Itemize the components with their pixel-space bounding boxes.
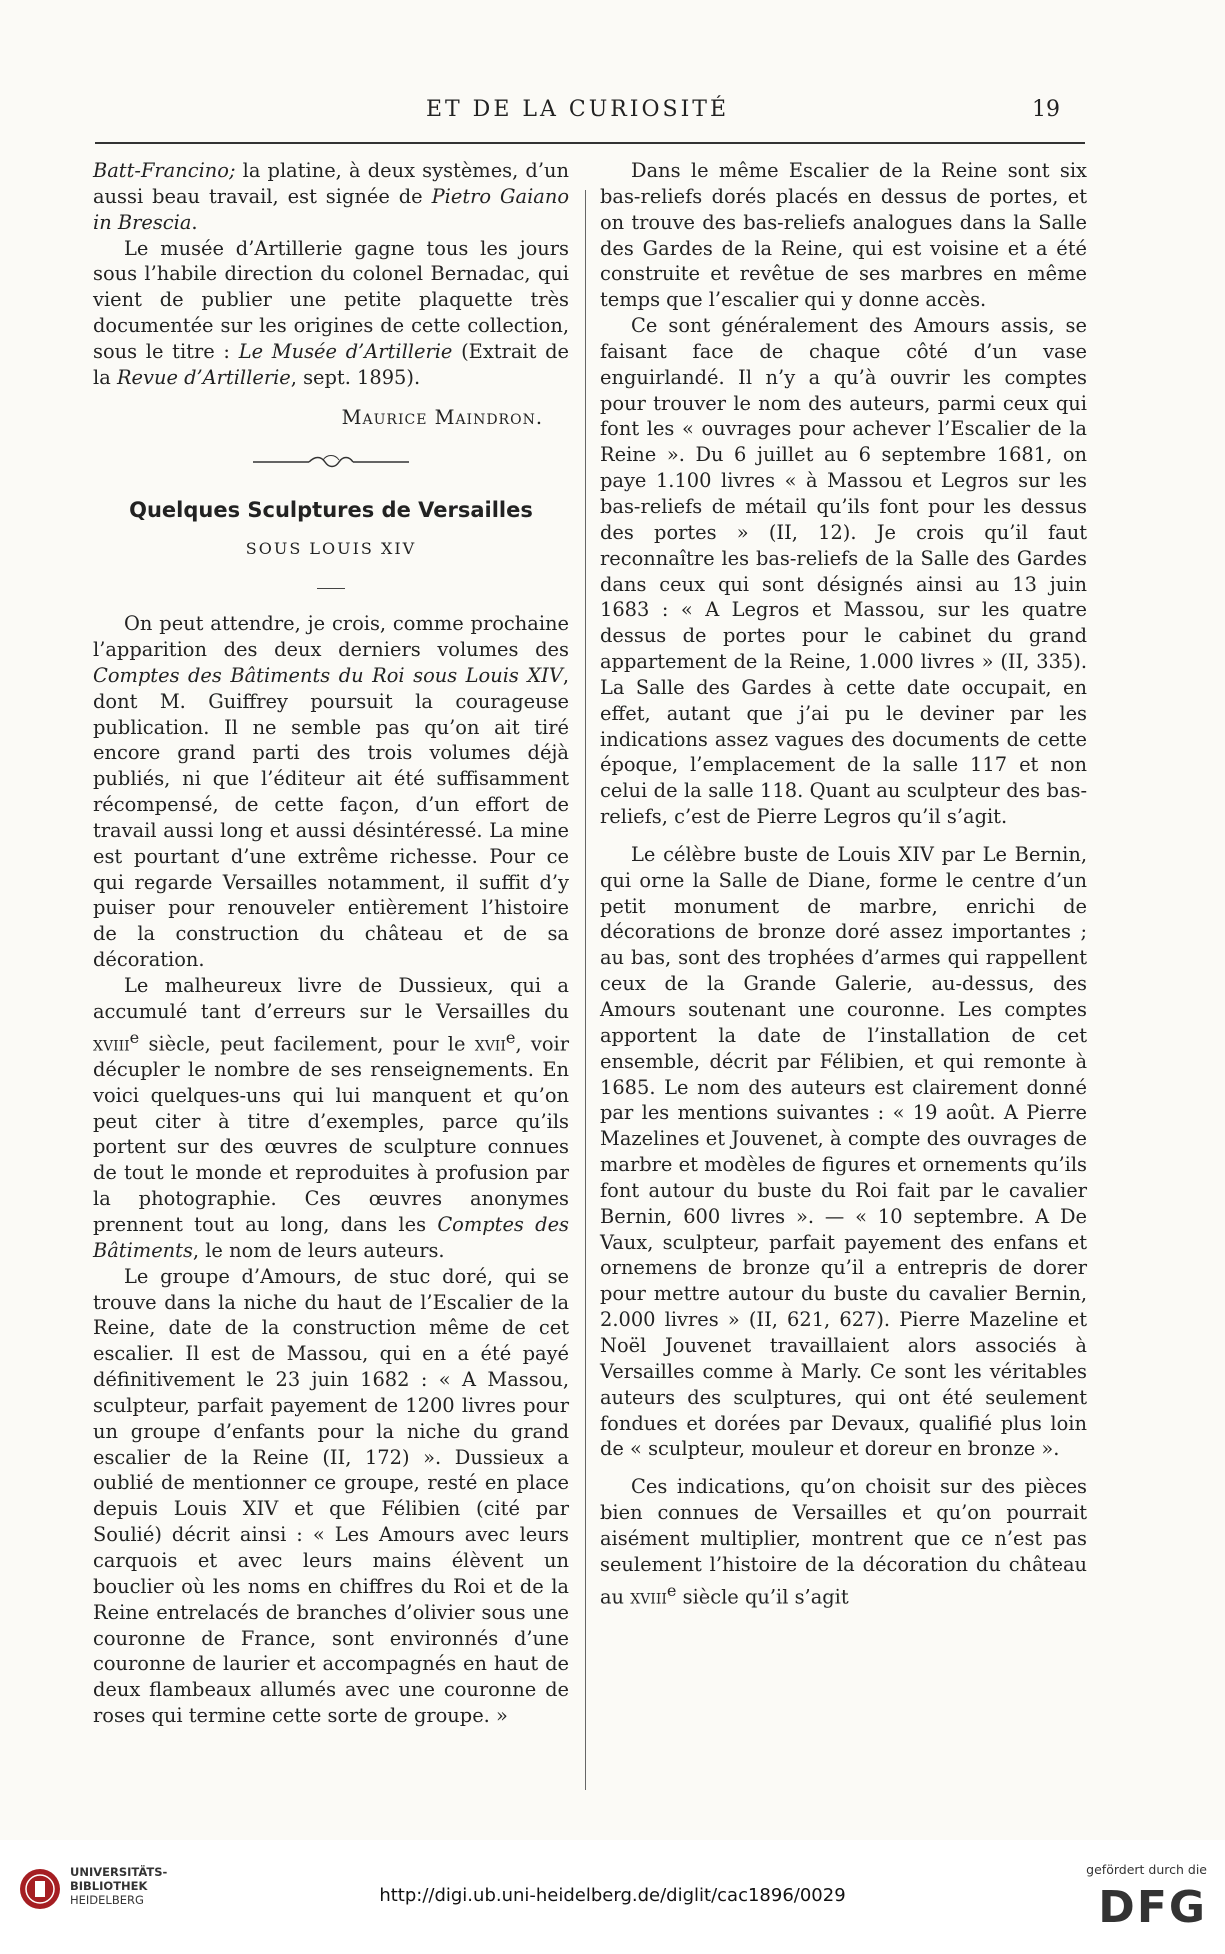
column-divider [585,190,586,1790]
left-column [93,158,569,1729]
paragraph: Batt-Francino; la platine, à deux systèmes, d’un aussi beau travail, est signée de Pietro Gaiano in Brescia. [93,159,569,234]
running-head-title: ET DE LA CURIOSITÉ [425,97,730,122]
section-subtitle: SOUS LOUIS XIV [245,539,417,559]
library-name: UNIVERSITÄTS- BIBLIOTHEK HEIDELBERG [70,1865,168,1907]
header-rule [95,142,1085,144]
running-head [95,97,1060,137]
author-signature: Maurice Maindron. [341,405,543,429]
paragraph: Dans le même Escalier de la Reine sont six bas-reliefs dorés placés en dessus de portes, et on trouve des bas-reliefs analogues dans la Salle des Gardes de la Reine, qui est voisine et a été construite et revêtue de ses marbres en même temps que l’escalier qui y donne accès. [600,159,1087,312]
paragraph: On peut attendre, je crois, comme prochaine l’apparition des deux derniers volumes des Comptes des Bâtiments du Roi sous Louis XIV, dont M. Guiffrey poursuit la courageuse publication. Il ne semble pas qu’on ait tiré encore grand parti des trois volumes déjà publiés, ni que l’éditeur ait été suffisamment récompensé, de cette façon, d’un effort de travail aussi long et aussi désintéressé. La mine est pourtant d’une extrême richesse. Pour ce qui regarde Versailles notamment, il suffit d’y puiser pour renouveler entièrement l’histoire de la construction du château et de sa décoration. [93,612,569,972]
section-title: Quelques Sculptures de Versailles [129,498,533,523]
footer-bar [0,1840,1225,1954]
ornament-divider [93,452,569,474]
paragraph: Le malheureux livre de Dussieux, qui a accumulé tant d’erreurs sur le Versailles du xviii$^e$ siècle, peut facilement, pour le xvii$^e$, voir décupler le nombre de ses renseignements. En voici quelques-uns qui lui manquent et qu’on peut citer à titre d’exemples, parce qu’ils portent sur des œuvres de sculpture connues de tout le monde et reproduites à profusion par la photographie. Ces œuvres anonymes prennent tout au long, dans les Comptes des Bâtiments, le nom de leurs auteurs. [93,973,569,1262]
short-rule [317,588,345,589]
paragraph: Le musée d’Artillerie gagne tous les jours sous l’habile direction du colonel Bernadac, qui vient de publier une petite plaquette très documentée sur les origines de cette collection, sous le titre : Le Musée d’Artillerie (Extrait de la Revue d’Artillerie, sept. 1895). [93,236,569,389]
funded-by-label: gefördert durch die [1086,1862,1207,1877]
page-number: 19 [1032,97,1060,122]
right-column [600,158,1087,1610]
paragraph: Le groupe d’Amours, de stuc doré, qui se trouve dans la niche du haut de l’Escalier de la Reine, date de la construction même de cet escalier. Il est de Massou, qui en a été payé définitivement le 23 juin 1682 : « A Massou, sculpteur, parfait payement de 1200 livres pour un groupe d’enfants pour la niche du grand escalier de la Reine (II, 172) ». Dussieux a oublié de mentionner ce groupe, resté en place depuis Louis XIV et que Félibien (cité par Soulié) décrit ainsi : « Les Amours avec leurs carquois et avec leurs mains élèvent un bouclier où les noms en chiffres du Roi et de la Reine entrelacés de branches d’olivier sous une couronne de France, sont environnés d’une couronne de laurier et accompagnés en haut de deux flambeaux allumés avec une couronne de roses qui termine cette sorte de groupe. » [93,1264,569,1728]
paragraph: Ces indications, qu’on choisit sur des pièces bien connues de Versailles et qu’on pourrait aisément multiplier, montrent que ce n’est pas seulement l’histoire de la décoration du château au xviii$^e$ siècle qu’il s’agit [600,1475,1087,1609]
paragraph: Ce sont généralement des Amours assis, se faisant face de chaque côté d’un vase enguirlandé. Il n’y a qu’à ouvrir les comptes pour trouver le nom des auteurs, parmi ceux qui font les « ouvrages pour achever l’Escalier de la Reine ». Du 6 juillet au 6 septembre 1681, on paye 1.100 livres « à Massou et Legros sur les bas-reliefs de métail qu’ils font pour les dessus des portes » (II, 12). Je crois qu’il faut reconnaître les bas-reliefs de la Salle des Gardes dans ceux qui sont désignés ainsi au 13 juin 1683 : « A Legros et Massou, sur les quatre dessus de portes pour le cabinet du grand appartement de la Reine, 1.000 livres » (II, 335). La Salle des Gardes à cette date occupait, en effet, autant que j’ai pu le deviner par les indications assez vagues des documents de cette époque, l’emplacement de la salle 117 et non celui de la salle 118. Quant au sculpteur des bas-reliefs, c’est de Pierre Legros qu’il s’agit. [600,314,1087,829]
paragraph: Le célèbre buste de Louis XIV par Le Bernin, qui orne la Salle de Diane, forme le centre d’un petit monument de marbre, enrichi de décorations de bronze doré assez importantes ; au bas, sont des trophées d’armes qui rappellent ceux de la Grande Galerie, au-dessus, des Amours soutenant une couronne. Les comptes apportent la date de l’installation de cet ensemble, décrit par Félibien, et qui remonte à 1685. Le nom des auteurs est clairement donné par les mentions suivantes : « 19 août. A Pierre Mazelines et Jouvenet, à compte des ouvrages de marbre et modèles de figures et ornements qu’ils font autour du buste du Roi fait par le cavalier Bernin, 600 livres ». — « 10 septembre. A De Vaux, sculpteur, parfait payement des enfans et ornemens de bronze qu’il a entrepris de dorer pour mettre autour du buste du cavalier Bernin, 2.000 livres » (II, 621, 627). Pierre Mazeline et Noël Jouvenet travaillaient alors associés à Versailles comme à Marly. Ce sont les véritables auteurs des sculptures, qui ont été seulement fondues et dorées par Devaux, qualifié plus loin de « sculpteur, mouleur et doreur en bronze ». [600,842,1087,1461]
source-url-link[interactable]: http://digi.ub.uni-heidelberg.de/diglit/cac1896/0029 [379,1885,846,1906]
ornament-icon [251,452,411,472]
dfg-logo: DFG [1098,1882,1207,1933]
